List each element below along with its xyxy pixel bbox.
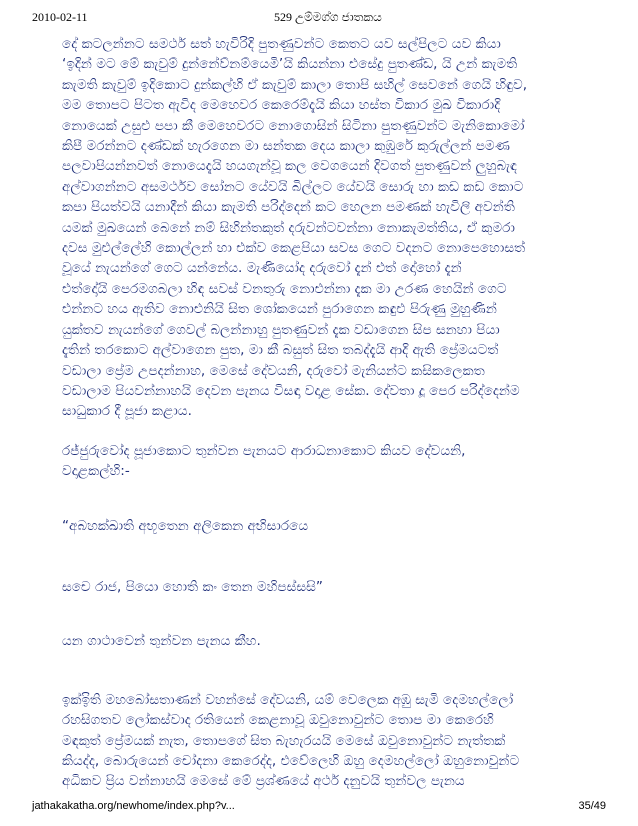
text-line: වඩාලාම පියවන්නාහයි දෙවන පැනය විසඳා වදාළ සේක. දේවතා දූ පෙර පරිද්දෙන්ම (62, 382, 520, 399)
paragraph (62, 631, 582, 651)
page-number: 35/49 (578, 800, 606, 812)
text-line: රජ්ජුරුවෝද පූජාකොට තුන්වන පැනයට ආරාධනාකොට කියව දේවයනි, (62, 442, 466, 459)
text-line: දැතින් තරකොට අල්වාගෙන පුත, මා කී බසුත් සිත තබද්දැයි ආදි ඇති ප්‍රේමයටත් (62, 342, 499, 359)
paragraph (62, 34, 582, 422)
text-line: ‘ඉදින් මට මේ කැවුම් දුන්නේව්නම්යෙමි’යි කියන්නා එසේදු පුතණ්ඩ, යි උන් කැමති (62, 56, 518, 73)
text-line: රහසිගතව ලෝකස්වාද රතියෙන් කෙළනාවූ ඔවුනොවුන්ට තොප මා කෙරෙහි (62, 712, 494, 729)
text-line: වඩාලා ප්‍රේම උපදන්නාහ, මෙසේ දේවයනි, දරුවෝ මැනියන්ට කසිකලෙකත (62, 362, 485, 379)
header-title: 529 උම්මග්ග ජාතකය (274, 10, 382, 24)
verse-line (62, 577, 582, 597)
text-line: කියද්ද, බොරුයෙන් චෝදනා කෙරෙද්ද, එවේලෙහි ඔහු දෙමහල්ලෝ ඔහුනොවුන්ට (62, 752, 520, 769)
text-line: යමක් මුඛයෙන් බෙනේ නම් සිහින්තකුත් දරුවන්ටවන්නා නොකැමත්තිය, ඒ කුමරා (62, 219, 515, 236)
text-line: යුක්තව නැයන්ගේ ගෙවල් බලන්නාහු පුතණුවන් දැක වඩාගෙන සිප සනහා පියා (62, 321, 500, 338)
text-line: එන්නට හය ඇතිව නොඑනියි සිත ශෝකයෙන් පුරාගෙන කඳුළු පිරුණු මුහුණින් (62, 301, 497, 318)
text-line: අධිකව ප්‍රිය වන්නාහයි මෙසේ මේ ප්‍රශ්ණයේ අර්ථ දනුවයි තුන්වල පැනය (62, 773, 465, 790)
paragraph (62, 690, 582, 792)
text-line: “අබහක්ඛාති අභූතෙන අලිකෙන අභිසාරයෙ (62, 517, 309, 534)
text-line: දවස මුළුල්ලේහි කොල්ලන් හා එක්ව කෙළපියා සවස ගෙට වදනට නොපෙහොසත් (62, 240, 526, 257)
verse-line (62, 516, 582, 536)
paragraph (62, 441, 582, 482)
text-line: පලවාපියන්නවත් නොයෙදැයි හයගැන්වූ කල වෙගයෙන් දිවගත් පුතණුවන් ලුහුබැඳ (62, 158, 517, 175)
text-line: යන ගාථාවෙන් තුන්වන පැනය කීහ. (62, 633, 261, 650)
text-line: නොයෙක් උසුළු පපා කී මෙහෙවරට නොගොසින් සිටිනා පුතණුවන්ට මැනිකොමෝ (62, 117, 525, 134)
text-line: සචෙ රාජ, පියො හොති කං තෙන මහිපස්සසි” (62, 578, 323, 595)
page-header (0, 10, 638, 28)
text-line: කැමති කැවුම් ඉදිකොට දුන්කල්හි ඒ කැවුම් කාලා තොපි සහිල් සෙවනේ ගෙයි හිඳුව, (62, 76, 528, 93)
text-line: අල්වාගන්නට අසමර්ථව සෝනට යේවයි බිල්ලට යේවයි සොරු හා කඩ කඩ කොට (62, 178, 524, 195)
header-date: 2010-02-11 (32, 10, 88, 24)
footer-url: jathakakatha.org/newhome/index.php?v... (32, 800, 235, 812)
text-line: එත්දෝයි පෙරමගබලා හිඳ සවස් වනතුරු නොඑන්නා දැක මා උරණ හෙයින් ගෙට (62, 280, 507, 297)
text-line: මඳකුත් ප්‍රේමයක් නැත, තොපගේ සිත බැහැරයයි මෙසේ ඔවුනොවුන්ට නැත්තක් (62, 732, 506, 749)
text-line: ඉක්ඉිති මහබෝසතාණන් වහන්සේ දේවයනි, යම් වෙලෙක අඹු සැමි දෙමහල්ලෝ (62, 691, 514, 708)
text-line: වූයේ නැයන්ගේ ගෙට යන්නේය. මැණියෝද දරුවෝ දැන් එත් දෝහෝ දැන් (62, 260, 462, 277)
text-line: දේ කටලන්නට සමර්ථ සත් හැවිරිදි පුතණුවන්ට කෙතට යව සල්පිලට යව කියා (62, 36, 501, 52)
page-footer (0, 800, 638, 816)
document-body (62, 34, 582, 792)
text-line: මම තොපට පිටත ඇවිද මෙහෙවර කෙරෙම්දැයි කියා හස්ත විකාර මුඛ විකාරාදි (62, 97, 501, 114)
text-line: සාධුකාර දී පූජා කළාය. (62, 403, 192, 420)
text-line: කිපී මරන්නට දණ්ඩක් හැරගෙන මා සන්තක දෙය කාලා කුඹුරේ කුරුල්ලන් පමණ (62, 138, 510, 155)
text-line: කපා පියත්වයි යනාදීන් කියා කැමති පරිද්දෙන් කට හෙලන පමණක් හැවිලි අවන්ති (62, 199, 515, 216)
text-line: වදාළකල්හි:- (62, 463, 130, 480)
